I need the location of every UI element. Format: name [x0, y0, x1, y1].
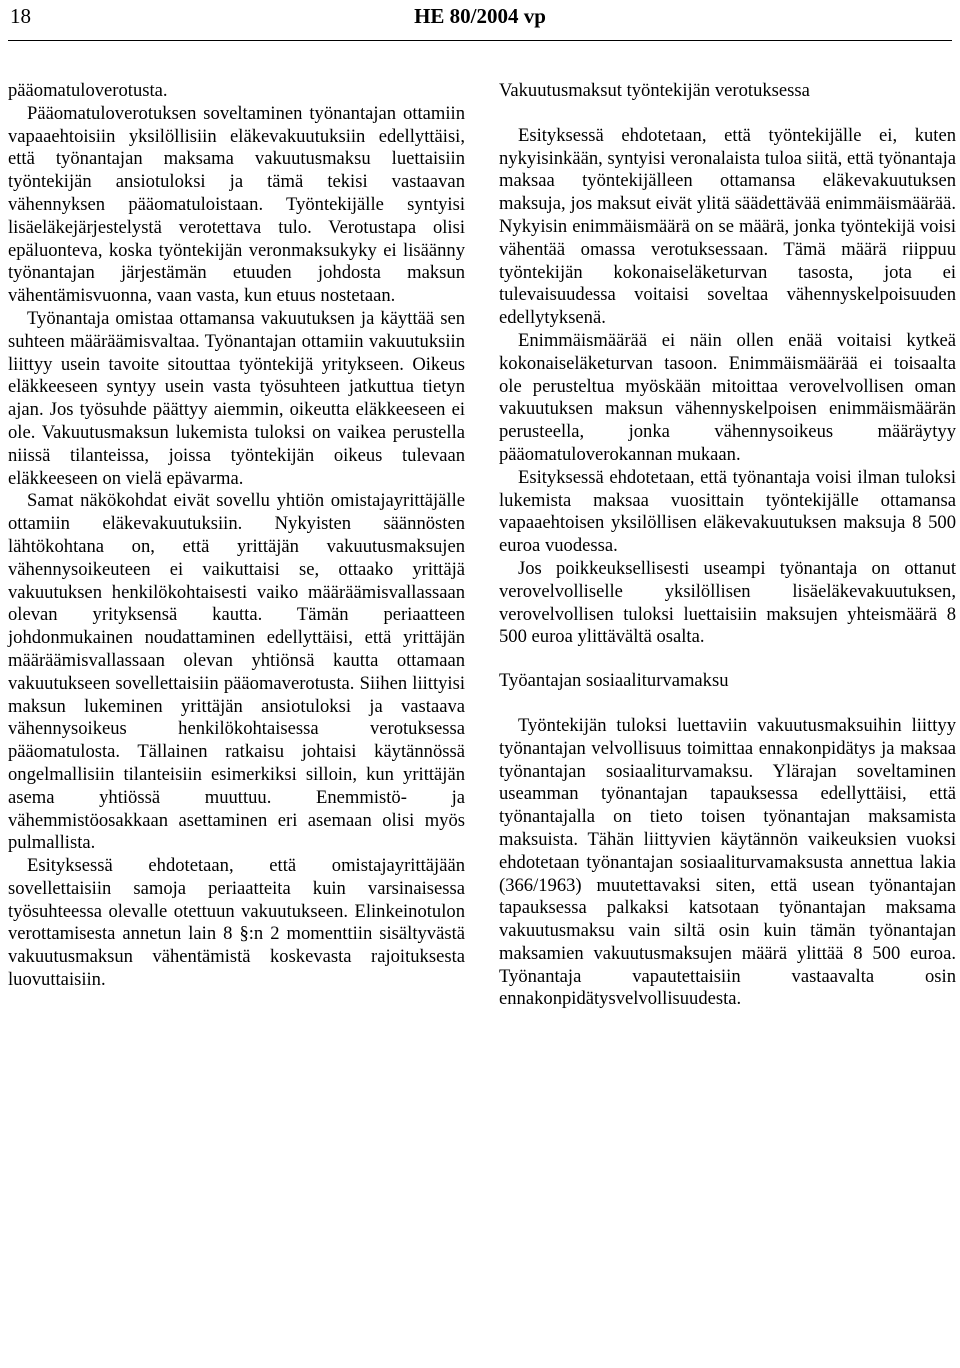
- section-heading: Työantajan sosiaaliturvamaksu: [499, 670, 729, 692]
- body-paragraph: Esityksessä ehdotetaan, että työntekijälle ei, kuten nykyisinkään, syntyisi veronalaista tuloa siitä, että työnantaja maksaa työntekijälleen ottamansa eläkevakuutuksen maksuja, jos maksut eivät ylitä säädettävää enimmäismäärää. Nykyisin enimmäismäärä on se määrä, jonka työntekijä voisi vähentää omassa verotuksessaan. Tämä määrä riippuu työntekijän kokonaiseläketurvan tasosta, jota ei tulevaisuudessa voitaisi soveltaa vähennyskelpoisuuden edellytyksenä.: [499, 124, 956, 329]
- body-paragraph: Jos poikkeuksellisesti useampi työnantaja on ottanut verovelvolliselle yksilöllisen lisäeläkevakuutuksen, verovelvollisen tuloksi luettaisiin maksujen yhteismäärä 8 500 euroa ylittävältä osalta.: [499, 557, 956, 648]
- section-heading: Vakuutusmaksut työntekijän verotuksessa: [499, 80, 810, 101]
- body-paragraph: Työntekijän tuloksi luettaviin vakuutusmaksuihin liittyy työnantajan velvollisuus toimittaa ennakonpidätys ja maksaa työnantajan sosiaaliturvamaksu. Ylärajan soveltaminen useamman työnantajan tapauksessa edellyttäisi, että työnantajalla on tieto toisen työnantajan maksamista maksuista. Tähän liittyvien käytännön vaikeuksien vuoksi ehdotetaan työnantajan sosiaaliturvamaksusta annettua lakia (366/1963) muutettavaksi siten, että usean työnantajan tapauksessa palkaksi katsotaan työnantajan maksama vakuutusmaksu vain siltä osin kuin tämän työnantajan maksamien vakuutusmaksujen määrä ylittää 8 500 euroa. Työnantaja vapautettaisiin vastaavalta osin ennakonpidätysvelvollisuudesta.: [499, 714, 956, 1010]
- body-paragraph: Työnantaja omistaa ottamansa vakuutuksen ja käyttää sen suhteen määräämisvaltaa. Työnantajan ottamiin vakuutuksiin liittyy usein tavoite sitouttaa työntekijä yritykseen. Oikeus eläkkeeseen syntyy usein vasta työsuhteen jatkuttua tietyn ajan. Jos työsuhde päättyy aiemmin, oikeutta eläkkeeseen ei ole. Vakuutusmaksun lukemista tuloksi on vaikea perustella niissä tilanteissa, joissa työntekijän oikeus tulevaan eläkkeeseen on vielä epävarma.: [8, 307, 465, 489]
- body-paragraph: Samat näkökohdat eivät sovellu yhtiön omistajayrittäjälle ottamiin eläkevakuutuksiin. Nykyisten säännösten lähtökohtana on, että yrittäjän vakuutusmaksujen vähennysoikeuteen ei vaikuttaisi se, ottaako yrittäjä vakuutuksen henkilökohtaisesti vaiko määräämisvallassaan olevan yrityksensä kautta. Tämän periaatteen johdonmukainen noudattaminen edellyttäisi, että yrittäjän määräämisvallassaan olevan yhtiönsä kautta ottamaan vakuutukseen sovellettaisiin pääomaverotusta. Siihen liittyisi maksun lukeminen yrittäjän ansiotuloksi ja vastaava vähennysoikeus henkilökohtaisessa verotuksessa pääomatulosta. Tällainen ratkaisu johtaisi käytännössä ongelmallisiin tilanteisiin esimerkiksi silloin, kun yrittäjän asema yhtiössä muuttuu. Enemmistö- ja vähemmistöosakkaan asettaminen eri asemaan olisi myös pulmallista.: [8, 490, 465, 854]
- body-paragraph: Pääomatuloverotuksen soveltaminen työnantajan ottamiin vapaaehtoisiin yksilöllisiin eläkevakuutuksiin edellyttäisi, että työnantajan maksama vakuutusmaksu luettaisiin työntekijän ansiotuloksi ja tämä tekisi vastaavan vähennyksen pääomatuloistaan. Työntekijälle syntyisi lisäeläkejärjestelystä verotettava tulo. Verotustapa olisi epäluonteva, koska työntekijän veronmaksukyky ei lisäänny työnantajan järjestämän etuuden johdosta maksun vähentämisvuonna, vaan vasta, kun etuus nostetaan.: [8, 102, 465, 307]
- page-number: 18: [10, 4, 31, 28]
- document-id: HE 80/2004 vp: [414, 4, 546, 28]
- left-column: [8, 80, 465, 992]
- body-paragraph: Esityksessä ehdotetaan, että omistajayrittäjään sovellettaisiin samoja periaatteita kuin varsinaisessa työsuhteessa olevalle otettuun vakuutukseen. Elinkeinotulon verottamisesta annetun lain 8 §:n 2 momenttiin sisältyvästä vakuutusmaksun vähentämistä koskevasta rajoituksesta luovuttaisiin.: [8, 855, 465, 991]
- header-divider: [8, 40, 952, 41]
- body-paragraph: Esityksessä ehdotetaan, että työnantaja voisi ilman tuloksi lukemista maksaa vuosittain työntekijälle ottamansa vapaaehtoisen yksilöllisen eläkevakuutuksen maksuja 8 500 euroa vuodessa.: [499, 466, 956, 557]
- right-column: [499, 80, 956, 1011]
- body-paragraph: pääomatuloverotusta.: [8, 80, 168, 101]
- page-header: [8, 0, 952, 40]
- body-paragraph: Enimmäismäärää ei näin ollen enää voitaisi kytkeä kokonaiseläketurvan tasoon. Enimmäismäärää ei toisaalta ole perusteltua myöskään mitoittaa verovelvollisen oman vakuutuksen maksun vähennyskelpoisen enimmäismäärän perusteella, jonka vähennysoikeus määräytyy pääomatuloverokannan mukaan.: [499, 329, 956, 465]
